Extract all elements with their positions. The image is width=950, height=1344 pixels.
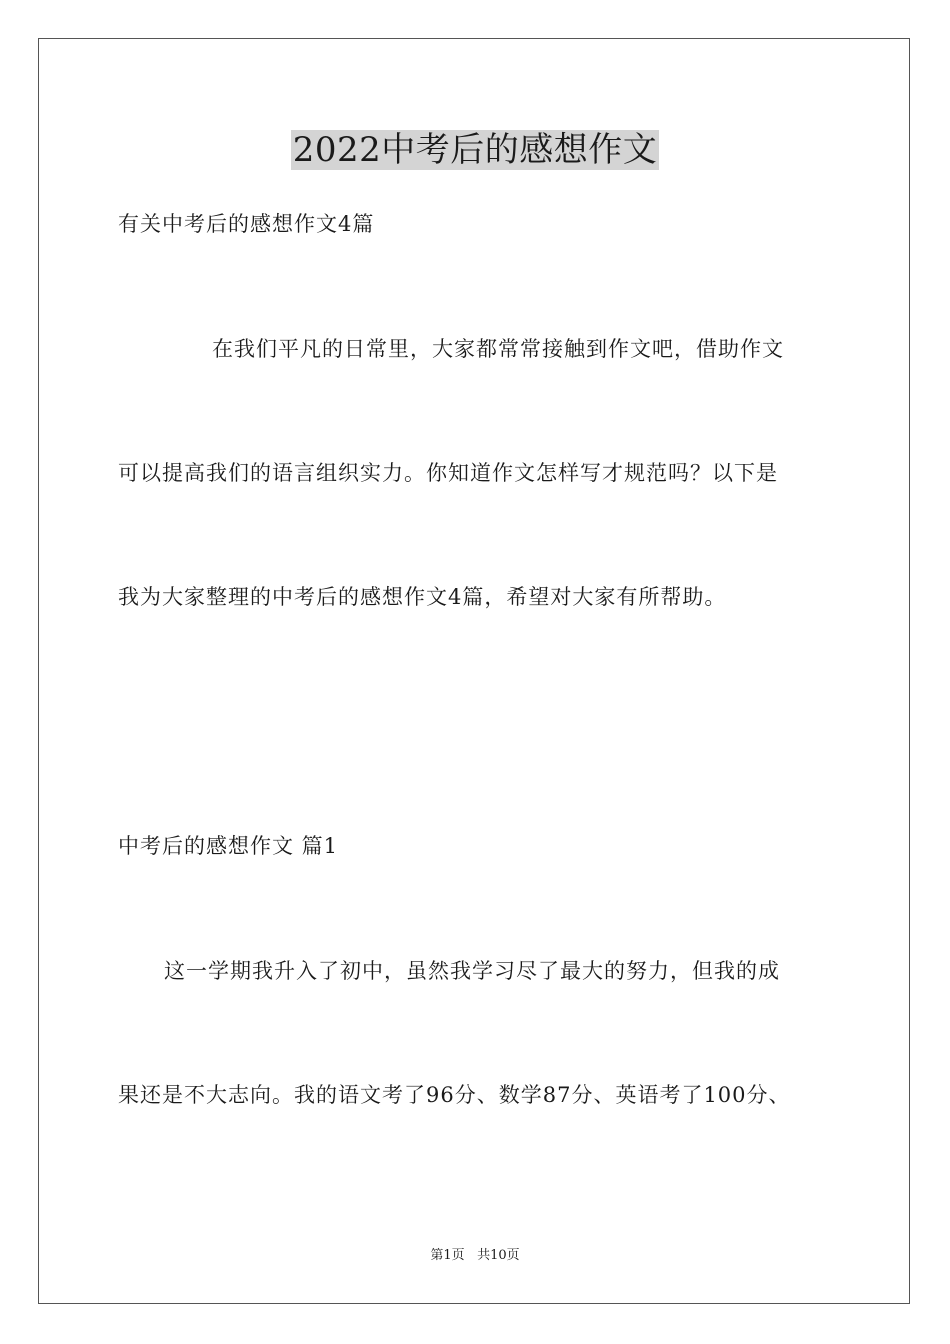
page-footer <box>0 1248 950 1264</box>
page-number-total: 共10页 <box>477 1248 520 1263</box>
title-container <box>0 130 950 170</box>
section-heading: 中考后的感想作文 篇1 <box>118 834 339 858</box>
body-line-2: 果还是不大志向。我的语文考了96分、数学87分、英语考了100分、 <box>118 1083 791 1107</box>
intro-line-3: 我为大家整理的中考后的感想作文4篇，希望对大家有所帮助。 <box>118 585 727 609</box>
page-number-current: 第1页 <box>430 1248 465 1263</box>
document-subtitle: 有关中考后的感想作文4篇 <box>118 212 375 236</box>
body-line-1: 这一学期我升入了初中，虽然我学习尽了最大的努力，但我的成 <box>164 959 780 983</box>
intro-line-2: 可以提高我们的语言组织实力。你知道作文怎样写才规范吗？以下是 <box>118 461 778 485</box>
intro-line-1: 在我们平凡的日常里，大家都常常接触到作文吧，借助作文 <box>212 337 784 361</box>
document-title: 2022中考后的感想作文 <box>292 130 658 170</box>
